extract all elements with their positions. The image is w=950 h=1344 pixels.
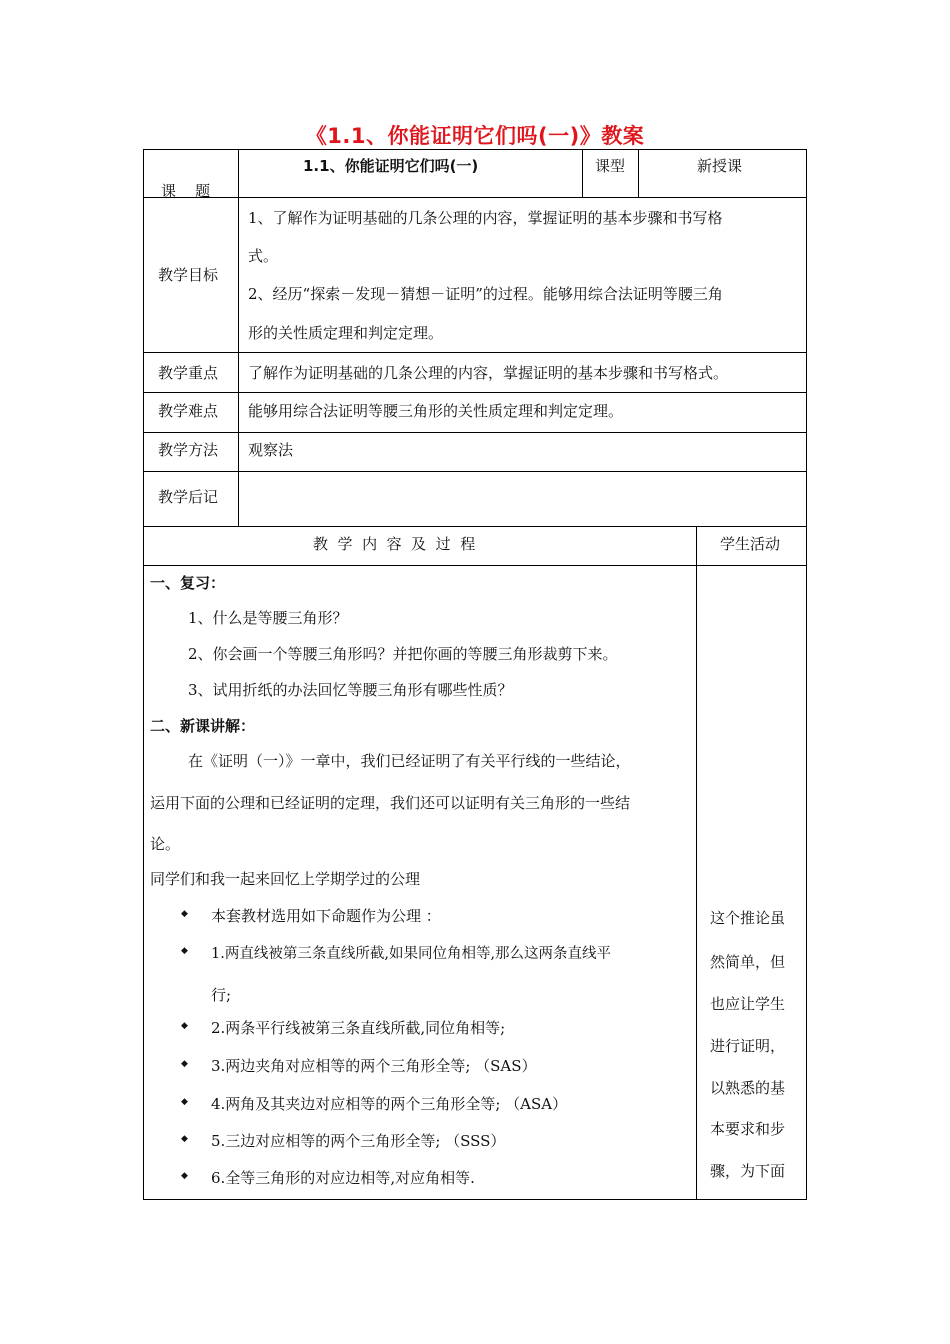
- goals-label: 教学目标: [158, 266, 219, 284]
- activity-header: 学生活动: [720, 535, 781, 553]
- bullet-icon: ◆: [181, 1021, 188, 1031]
- topic-value: 1.1、你能证明它们吗(一): [303, 157, 479, 175]
- para-line-1: 在《证明（一）》一章中，我们已经证明了有关平行线的一些结论，: [188, 752, 631, 770]
- hard-value: 能够用综合法证明等腰三角形的关性质定理和判定定理。: [248, 402, 624, 420]
- bullet-item-5: 4.两角及其夹边对应相等的两个三角形全等; （ASA）: [211, 1095, 568, 1113]
- method-label: 教学方法: [158, 441, 219, 459]
- hard-label: 教学难点: [158, 402, 219, 420]
- bullet-item-2: 1.两直线被第三条直线所截,如果同位角相等,那么这两条直线平: [211, 946, 612, 962]
- method-value: 观察法: [248, 441, 294, 459]
- bullet-icon: ◆: [181, 946, 188, 956]
- activity-line-6: 本要求和步: [710, 1120, 786, 1138]
- notes-label: 教学后记: [158, 488, 219, 506]
- bullet-item-7: 6.全等三角形的对应边相等,对应角相等.: [211, 1169, 475, 1187]
- bullet-icon: ◆: [181, 1097, 188, 1107]
- activity-line-7: 骤，为下面: [710, 1162, 786, 1180]
- recall-line: 同学们和我一起来回忆上学期学过的公理: [150, 870, 421, 888]
- notes-value-cell: [239, 472, 807, 527]
- review-item-2: 2、你会画一个等腰三角形吗？并把你画的等腰三角形裁剪下来。: [188, 645, 618, 663]
- activity-line-1: 这个推论虽: [710, 909, 786, 927]
- bullet-item-2-cont: 行;: [211, 986, 232, 1004]
- topic-label: 课 题: [161, 182, 211, 200]
- bullet-icon: ◆: [181, 909, 188, 919]
- type-value: 新授课: [697, 157, 743, 175]
- key-label: 教学重点: [158, 364, 219, 382]
- key-value: 了解作为证明基础的几条公理的内容，掌握证明的基本步骤和书写格式。: [248, 364, 729, 382]
- activity-line-2: 然简单，但: [710, 953, 786, 971]
- activity-line-5: 以熟悉的基: [710, 1079, 786, 1097]
- bullet-item-6: 5.三边对应相等的两个三角形全等; （SSS）: [211, 1132, 506, 1150]
- document-title: 《1.1、你能证明它们吗(一)》教案: [305, 124, 645, 148]
- process-header: 教 学 内 容 及 过 程: [313, 535, 476, 553]
- para-line-2: 运用下面的公理和已经证明的定理，我们还可以证明有关三角形的一些结: [150, 794, 631, 812]
- bullet-icon: ◆: [181, 1134, 188, 1144]
- goals-line-3: 2、经历“探索－发现－猜想－证明”的过程。能够用综合法证明等腰三角: [248, 285, 723, 303]
- review-item-1: 1、什么是等腰三角形？: [188, 609, 348, 627]
- goals-line-1: 1、了解作为证明基础的几条公理的内容，掌握证明的基本步骤和书写格: [248, 209, 723, 227]
- goals-line-4: 形的关性质定理和判定定理。: [248, 324, 444, 342]
- bullet-item-4: 3.两边夹角对应相等的两个三角形全等; （SAS）: [211, 1057, 537, 1075]
- bullet-icon: ◆: [181, 1059, 188, 1069]
- lesson-table: [143, 149, 807, 1200]
- method-value-cell: [239, 433, 807, 472]
- para-line-3: 论。: [150, 835, 181, 853]
- activity-line-3: 也应让学生: [710, 995, 786, 1013]
- type-label: 课型: [595, 157, 626, 175]
- bullet-item-3: 2.两条平行线被第三条直线所截,同位角相等;: [211, 1019, 506, 1037]
- activity-line-4: 进行证明，: [710, 1037, 786, 1055]
- activity-content-cell: [697, 566, 807, 1200]
- new-lesson-heading: 二、新课讲解：: [150, 717, 256, 735]
- bullet-icon: ◆: [181, 1171, 188, 1181]
- review-item-3: 3、试用折纸的办法回忆等腰三角形有哪些性质？: [188, 681, 513, 699]
- bullet-item-1: 本套教材选用如下命题作为公理 ：: [211, 907, 441, 925]
- review-heading: 一、复习：: [150, 574, 226, 592]
- goals-line-2: 式。: [248, 247, 279, 265]
